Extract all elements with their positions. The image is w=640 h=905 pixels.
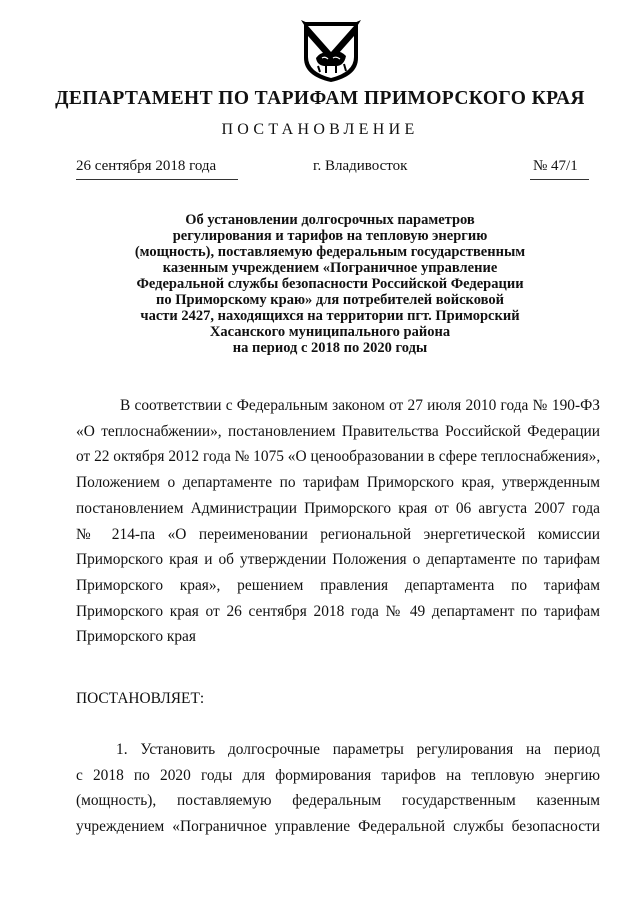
item-line: с 2018 по 2020 годы для формирования тарифов на тепловую энергию: [76, 766, 600, 784]
number-underline: [530, 179, 589, 180]
preamble-line: Положением о департаменте по тарифам Приморского края, утвержденным: [76, 474, 600, 492]
preamble-line: № 214-па «О переименовании региональной энергетической комиссии: [76, 525, 600, 543]
preamble-line: В соответствии с Федеральным законом от 27 июля 2010 года № 190-ФЗ: [120, 397, 600, 414]
preamble-line: Приморского края и об утверждении Положения о департаменте по тарифам: [76, 551, 600, 569]
date-underline: [76, 179, 238, 180]
document-title: [100, 212, 560, 356]
preamble-line: Приморского края: [76, 628, 196, 646]
preamble-line: от 22 октября 2012 года № 1075 «О ценообразовании в сфере теплоснабжения»,: [76, 448, 601, 466]
title-line: казенным учреждением «Пограничное управление: [162, 260, 498, 276]
department-heading: ДЕПАРТАМЕНТ ПО ТАРИФАМ ПРИМОРСКОГО КРАЯ: [55, 88, 585, 109]
preamble-line: «О теплоснабжении», постановлением Правительства Российской Федерации: [76, 422, 600, 440]
document-number: № 47/1: [533, 158, 578, 174]
title-line: по Приморскому краю» для потребителей войсковой: [156, 292, 504, 308]
preamble-line: Приморского края», решением правления департамента по тарифам: [76, 576, 600, 594]
title-line: Федеральной службы безопасности Российской Федерации: [136, 276, 524, 292]
preamble-line: Приморского края от 26 сентября 2018 года № 49 департамент по тарифам: [76, 602, 600, 620]
item-line: учреждением «Пограничное управление Федеральной службы безопасности: [76, 818, 600, 836]
decree-word: ПОСТАНОВЛЯЕТ:: [76, 690, 205, 707]
item-1-paragraph: [76, 737, 600, 840]
preamble-paragraph: [76, 393, 600, 650]
document-date: 26 сентября 2018 года: [76, 158, 217, 174]
preamble-line: постановлением Администрации Приморского края от 06 августа 2007 года: [76, 499, 600, 517]
title-line: на период с 2018 по 2020 годы: [232, 340, 428, 356]
document-city: г. Владивосток: [313, 158, 408, 174]
title-line: Об установлении долгосрочных параметров: [185, 212, 475, 228]
coat-of-arms-emblem: [300, 18, 362, 84]
title-line: Хасанского муниципального района: [209, 324, 451, 340]
document-type: ПОСТАНОВЛЕНИЕ: [221, 121, 419, 138]
title-line: (мощность), поставляемую федеральным государственным: [134, 244, 526, 260]
item-line: 1. Установить долгосрочные параметры регулирования на период: [116, 741, 600, 758]
title-line: регулирования и тарифов на тепловую энергию: [172, 228, 488, 244]
item-line: (мощность), поставляемую федеральным государственным казенным: [76, 792, 600, 810]
title-line: части 2427, находящихся на территории пгт. Приморский: [140, 308, 520, 324]
